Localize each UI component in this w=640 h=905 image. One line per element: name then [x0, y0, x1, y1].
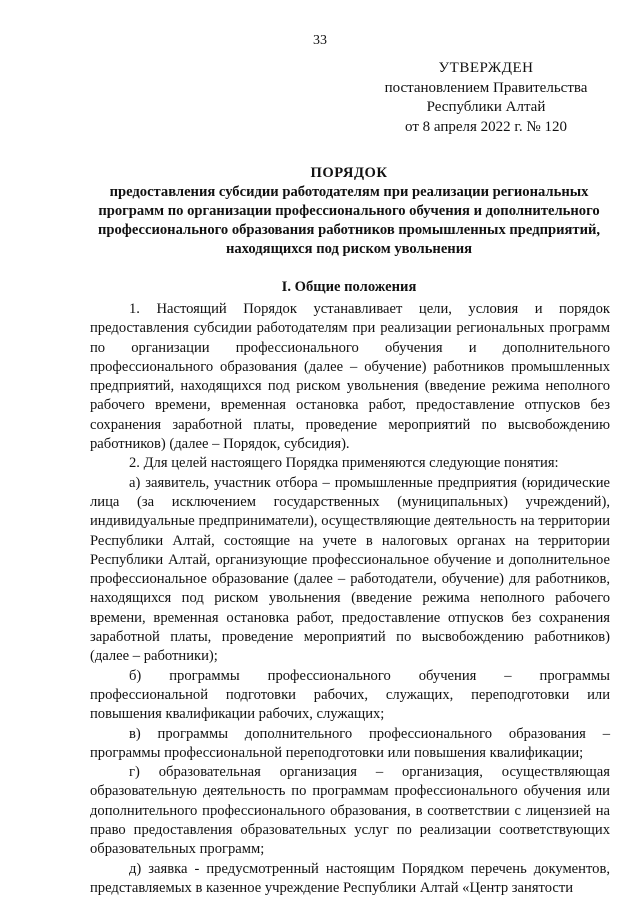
approval-line: Республики Алтай [426, 99, 546, 115]
approval-heading: УТВЕРЖДЕН [438, 60, 534, 76]
document-title-block [88, 164, 610, 297]
approval-line: постановлением Правительства [384, 79, 588, 96]
paragraph: д) заявка - предусмотренный настоящим Порядком перечень документов, представляемых в казенное учреждение Республики Алтай «Центр занятости [90, 860, 610, 896]
paragraph: г) образовательная организация – организация, осуществляющая образовательную деятельность по программам профессионального обучения или дополнительного профессионального образования, в соответствии с лицензией на право предоставления образовательных услуг по реализации соответствующих образовательных программ; [90, 764, 610, 858]
paragraph: б) программы профессионального обучения – программы профессиональной подготовки рабочих, служащих, переподготовки или повышения квалификации рабочих, служащих; [90, 667, 610, 723]
paragraph: в) программы дополнительного профессионального образования – программы профессиональной переподготовки или повышения квалификации; [90, 725, 610, 761]
document-subtitle: предоставления субсидии работодателям при реализации региональных программ по организации профессионального обучения и дополнительного профессионального образования работников промышленных предприятий, находящихся под риском увольнения [97, 184, 601, 257]
paragraph: а) заявитель, участник отбора – промышленные предприятия (юридические лица (за исключением государственных (муниципальных) учреждений), индивидуальные предприниматели), осуществляющие деятельность на территории Республики Алтай, состоящие на учете в налоговых органах на территории Республики Алтай, организующие профессиональное обучение и дополнительное профессиональное образование (далее – работодатели, обучение) для работников, находящихся под риском увольнения (введение режима неполного рабочего времени, временная остановка работ, предоставление отпусков без сохранения заработной платы, проведение мероприятий по высвобождению работников) (далее – работники); [90, 474, 610, 665]
approval-line: от 8 апреля 2022 г. № 120 [405, 118, 567, 135]
page-number: 33 [313, 33, 327, 48]
document-title: ПОРЯДОК [310, 165, 388, 181]
paragraph: 2. Для целей настоящего Порядка применяются следующие понятия: [129, 455, 559, 472]
section-heading: I. Общие положения [281, 279, 417, 295]
paragraph: 1. Настоящий Порядок устанавливает цели, условия и порядок предоставления субсидии работодателям при реализации региональных программ по организации профессионального обучения и дополнительного профессионального образования (далее – обучение) работников промышленных предприятий, находящихся под риском увольнения (введение режима неполного рабочего времени, временная остановка работ, предоставление отпусков без сохранения заработной платы, проведение мероприятий по высвобождению работников) (далее – Порядок, субсидия). [90, 301, 610, 453]
body-text [90, 300, 610, 898]
approval-stamp [366, 59, 606, 137]
